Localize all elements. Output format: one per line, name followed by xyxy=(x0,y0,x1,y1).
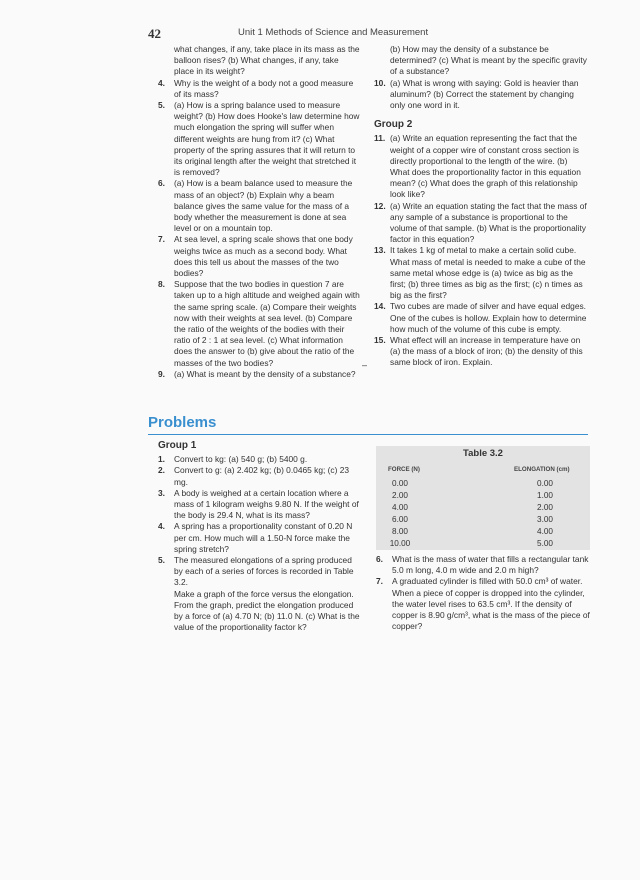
item-number: 9. xyxy=(158,368,165,379)
page-number: 42 xyxy=(148,26,161,41)
item-number: 15. xyxy=(374,335,386,346)
table-3-2 xyxy=(376,446,590,550)
item-number: 8. xyxy=(158,279,165,290)
item-number: 6. xyxy=(376,554,383,564)
section-rule xyxy=(148,434,588,435)
item-text: What is the mass of water that fills a rectangular tank 5.0 m long, 4.0 m wide and 2.0 m high? xyxy=(392,554,589,576)
item-number: 7. xyxy=(158,234,165,245)
table-cell: 5.00 xyxy=(537,539,553,548)
item-text: (a) Write an equation stating the fact that the mass of any sample of a substance is proportional to the volume of that sample. (b) What is the proportionality factor in this equation? xyxy=(390,200,587,245)
question-item xyxy=(374,301,588,335)
table-cell: 0.00 xyxy=(392,479,408,488)
item-text: (a) How is a spring balance used to measure weight? (b) How does Hooke's law determine how much elongation the spring will suffer when different weights are hung from it? (c) What property of the spring assures that it will return to its original length after the weight that stretched it is removed? xyxy=(174,100,360,178)
table-cell: 4.00 xyxy=(537,527,553,536)
page-header xyxy=(148,26,588,40)
item-number: 5. xyxy=(158,100,165,111)
item-number: 5. xyxy=(158,555,165,566)
question-item xyxy=(158,100,360,178)
table-title: Table 3.2 xyxy=(463,448,503,459)
item-text: (a) What is wrong with saying: Gold is heavier than aluminum? (b) Correct the statement by changing only one word in it. xyxy=(390,77,579,111)
table-cell: 1.00 xyxy=(537,491,553,500)
table-header-elongation: ELONGATION (cm) xyxy=(514,466,570,473)
table-cell: 6.00 xyxy=(392,515,408,524)
problem-item xyxy=(158,465,360,487)
item-number: 7. xyxy=(376,576,383,587)
item-text: A spring has a proportionality constant of 0.20 N per cm. How much will a 1.50-N force make the spring stretch? xyxy=(174,521,353,554)
item-text: (a) Write an equation representing the fact that the weight of a copper wire of constant cross section is directly proportional to the length of the wire. (b) What does the proportionality factor in this equation mean? (c) What does the graph of this relationship look like? xyxy=(390,133,581,200)
question-item xyxy=(374,78,588,112)
table-cell: 4.00 xyxy=(392,503,408,512)
item-number: 2. xyxy=(158,465,165,476)
item-text: Why is the weight of a body not a good measure of its mass? xyxy=(174,77,354,99)
item-number: 6. xyxy=(158,178,165,189)
questions-left-column xyxy=(158,44,360,380)
table-cell: 8.00 xyxy=(392,527,408,536)
question-item xyxy=(158,234,360,279)
problem-5-continuation: Make a graph of the force versus the elongation. From the graph, predict the elongation produced by a force of (a) 4.70 N; (b) 11.0 N. (c) What is the value of the proportionality factor k? xyxy=(174,588,360,633)
group-2-title: Group 2 xyxy=(374,119,413,131)
problem-item xyxy=(158,488,360,522)
item-text: It takes 1 kg of metal to make a certain solid cube. What mass of metal is needed to make a cube of the same metal whose edge is (a) twice as big as the first; (b) three times as big as the first; (c) n times as big as the first? xyxy=(390,245,586,301)
table-cell: 3.00 xyxy=(537,515,553,524)
item-number: 13. xyxy=(374,245,386,256)
questions-right-column xyxy=(374,44,588,369)
problems-heading: Problems xyxy=(148,414,217,431)
item-text: The measured elongations of a spring produced by each of a series of forces is recorded in Table 3.2. xyxy=(174,555,354,588)
item-text: A graduated cylinder is filled with 50.0 cm³ of water. When a piece of copper is dropped into the cylinder, the water level rises to 63.5 cm³. If the density of copper is 8.90 g/cm³, what is the mass of the piece of copper? xyxy=(392,576,590,632)
item-text: What effect will an increase in temperature have on (a) the mass of a block of iron; (b) the density of this same block of iron. Explain. xyxy=(390,335,583,368)
question-item xyxy=(374,335,588,369)
item-text: (a) How is a beam balance used to measure the mass of an object? (b) Explain why a beam balance gives the same value for the mass of a body whether the measurement is done at sea level or on a mountain top. xyxy=(174,178,353,234)
item-number: 3. xyxy=(158,487,165,498)
item-text: Suppose that the two bodies in question 7 are taken up to a high altitude and weighed again with the same spring scale. (a) Compare their weights now with their weights at sea level. (b) Compare the ratio of the weights of the bodies with their ratio of 2 : 1 at sea level. (c) What information does the answer to (b) give about the ratio of the masses of the two bodies? xyxy=(174,279,360,368)
problem-item xyxy=(376,576,590,632)
question-item xyxy=(374,44,588,78)
group-1-title: Group 1 xyxy=(158,440,197,451)
margin-mark: – xyxy=(362,360,368,370)
item-number: 4. xyxy=(158,77,165,88)
item-number: 12. xyxy=(374,200,386,211)
problem-item xyxy=(158,521,360,555)
item-text: A body is weighed at a certain location where a mass of 1 kilogram weighs 9.80 N. If the weight of the body is 29.4 N, what is its mass? xyxy=(174,487,359,521)
question-item xyxy=(158,369,360,380)
item-text: Convert to kg: (a) 540 g; (b) 5400 g. xyxy=(174,454,308,465)
item-number: 11. xyxy=(374,133,386,144)
table-cell: 2.00 xyxy=(392,491,408,500)
running-head: Unit 1 Methods of Science and Measurement xyxy=(238,27,429,38)
item-text: At sea level, a spring scale shows that one body weighs twice as much as a second body. What does this tell us about the masses of the two bodies? xyxy=(174,234,353,279)
table-header-force: FORCE (N) xyxy=(388,466,420,473)
item-number: 1. xyxy=(158,454,165,465)
question-item xyxy=(158,279,360,369)
item-text: (b) How may the density of a substance be determined? (c) What is meant by the specific gravity of a substance? xyxy=(390,44,587,77)
problem-item xyxy=(376,554,590,576)
item-text: (a) What is meant by the density of a substance? xyxy=(174,368,356,379)
question-item xyxy=(374,245,588,301)
problems-left-column xyxy=(158,440,360,633)
problem-item xyxy=(158,555,360,589)
question-item xyxy=(158,44,360,78)
item-number: 4. xyxy=(158,521,165,532)
item-number: 10. xyxy=(374,77,386,88)
table-cell: 2.00 xyxy=(537,503,553,512)
item-text: what changes, if any, take place in its mass as the balloon rises? (b) What changes, if any, take place in its weight? xyxy=(174,44,360,77)
force-column xyxy=(380,478,420,550)
item-text: Two cubes are made of silver and have equal edges. One of the cubes is hollow. Explain how to determine how much of the volume of this cube is empty. xyxy=(390,301,587,334)
item-number: 14. xyxy=(374,301,386,312)
question-item xyxy=(158,178,360,234)
table-cell: 10.00 xyxy=(389,539,411,548)
question-item xyxy=(374,201,588,246)
elongation-column xyxy=(525,478,565,550)
item-text: Convert to g: (a) 2.402 kg; (b) 0.0465 kg; (c) 23 mg. xyxy=(174,465,350,487)
problem-item xyxy=(158,454,360,465)
problems-right-column xyxy=(376,554,590,632)
table-cell: 0.00 xyxy=(537,479,553,488)
question-item xyxy=(158,78,360,100)
question-item xyxy=(374,133,588,200)
